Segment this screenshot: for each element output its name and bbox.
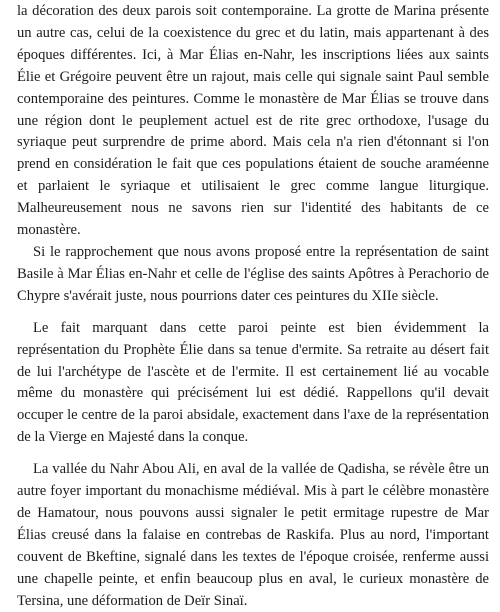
paragraph-dating: Si le rapprochement que nous avons proposé entre la représentation de saint Basile à Mar Élias en-Nahr et celle de l'église des saints Apôtres à Perachorio de Chypre s'avérait juste, nous pourrions dater ces peintures du XIIe siècle. <box>17 243 489 304</box>
paragraph-nahr-abou-ali: La vallée du Nahr Abou Ali, en aval de la vallée de Qadisha, se révèle être un autre foyer important du monachisme médiéval. Mis à part le célèbre monastère de Hamatour, nous pouvons aussi signaler le petit ermitage rupestre de Mar Élias creusé dans la falaise en contrebas de Raskifa. Plus au nord, l'important couvent de Bkeftine, signalé dans les textes de l'époque croisée, renferme aussi une chapelle peinte, et enfin beaucoup plus en aval, le curieux monastère de Tersina, une déformation de Deïr Sinaï. <box>17 461 489 609</box>
paragraph-inscriptions: la décoration des deux parois soit contemporaine. La grotte de Marina présente un autre cas, celui de la coexistence du grec et du latin, mais appartenant à des époques différentes. Ici, à Mar Élias en-Nahr, les inscriptions liées aux saints Élie et Grégoire peuvent être un rajout, mais celle qui signale saint Paul semble contemporaine des peintures. Comme le monastère de Mar Élias se trouve dans une région dont le peuplement actuel est de rite grec orthodoxe, l'usage du syriaque peut surprendre de prime abord. Mais cela n'a rien d'étonnant si l'on prend en considération le fait que ces populations étaient de souche araméenne et parlaient le syriaque et utilisaient le grec comme langue liturgique. Malheureusement nous ne savons rien sur l'identité des habitants de ce monastère. <box>17 3 489 239</box>
paragraph-gap <box>17 449 489 459</box>
paragraph-gap <box>17 308 489 318</box>
paragraph-prophet-elie: Le fait marquant dans cette paroi peinte est bien évidemment la représentation du Prophète Élie dans sa tenue d'ermite. Sa retraite au désert fait de lui l'archétype de l'ascète et de l'ermite. Il est certainement lié au vocable même du monastère qui précisément lui est dédié. Rappellons qu'il devait occuper le centre de la paroi absidale, exactement dans l'axe de la représentation de la Vierge en Majesté dans la conque. <box>17 319 489 446</box>
